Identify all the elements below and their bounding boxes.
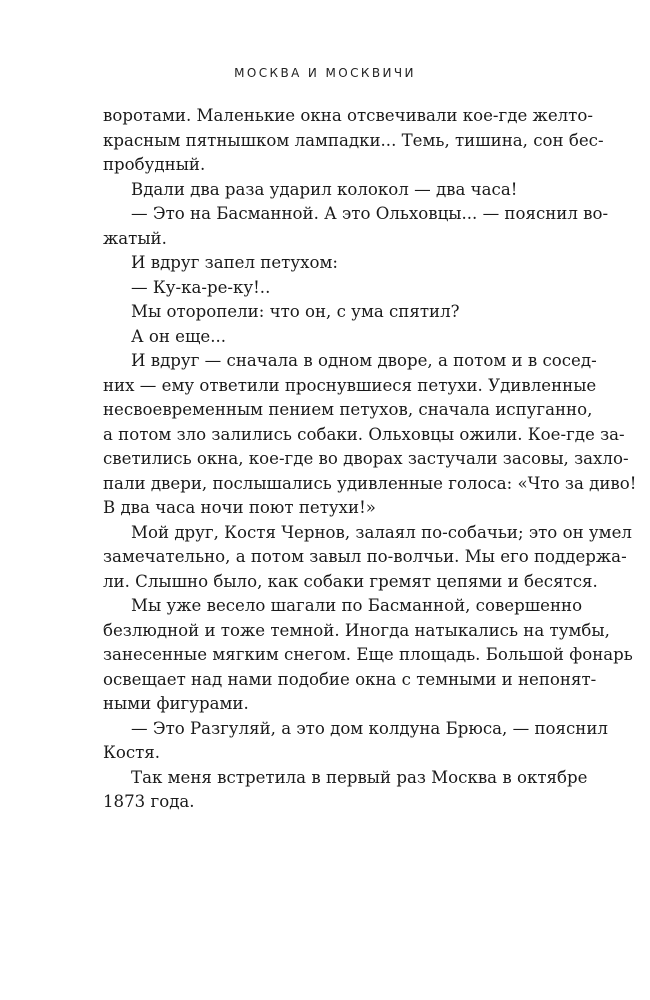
text-line: И вдруг запел петухом: <box>131 253 338 272</box>
text-line: Вдали два раза ударил колокол — два часа! <box>131 179 518 199</box>
text-line: ными фигурами. <box>103 694 249 713</box>
text-line: жатый. <box>103 228 167 248</box>
text-line: — Это Разгуляй, а это дом колдуна Брюса, — пояснил <box>131 718 608 738</box>
running-head: МОСКВА И МОСКВИЧИ <box>234 66 416 80</box>
body-text <box>103 104 637 815</box>
text-line: занесенные мягким снегом. Еще площадь. Большой фонарь <box>103 645 633 664</box>
text-line: А он еще... <box>131 326 227 346</box>
text-line: В два часа ночи поют петухи!» <box>103 498 376 517</box>
text-line: — Ку-ка-ре-ку!.. <box>131 277 271 297</box>
text-line: воротами. Маленькие окна отсвечивали кое-где желто- <box>103 106 593 125</box>
text-line: — Это на Басманной. А это Ольховцы... — пояснил во- <box>131 204 609 223</box>
text-line: светились окна, кое-где во дворах застучали засовы, захло- <box>103 449 629 468</box>
text-line: Мы уже весело шагали по Басманной, совершенно <box>131 596 583 615</box>
text-line: Мой друг, Костя Чернов, залаял по-собачьи; это он умел <box>131 522 632 542</box>
text-line: ли. Слышно было, как собаки гремят цепями и бесятся. <box>103 571 598 591</box>
text-line: Мы оторопели: что он, с ума спятил? <box>131 302 460 321</box>
text-line: замечательно, а потом завыл по-волчьи. Мы его поддержа- <box>103 547 627 566</box>
text-line: освещает над нами подобие окна с темными и непонят- <box>103 669 597 689</box>
text-line: красным пятнышком лампадки... Темь, тишина, сон бес- <box>103 130 604 150</box>
text-line: 1873 года. <box>103 792 195 811</box>
text-line: Так меня встретила в первый раз Москва в октябре <box>131 767 588 787</box>
text-line: пали двери, послышались удивленные голоса: «Что за диво! <box>103 473 637 493</box>
text-line: пробудный. <box>103 155 206 174</box>
text-line: И вдруг — сначала в одном дворе, а потом и в сосед- <box>131 351 597 370</box>
text-line: Костя. <box>103 743 161 762</box>
text-line: них — ему ответили проснувшиеся петухи. Удивленные <box>103 375 597 395</box>
text-line: безлюдной и тоже темной. Иногда натыкались на тумбы, <box>103 620 610 640</box>
text-line: а потом зло залились собаки. Ольховцы ожили. Кое-где за- <box>103 424 625 444</box>
text-line: несвоевременным пением петухов, сначала испуганно, <box>103 400 593 419</box>
